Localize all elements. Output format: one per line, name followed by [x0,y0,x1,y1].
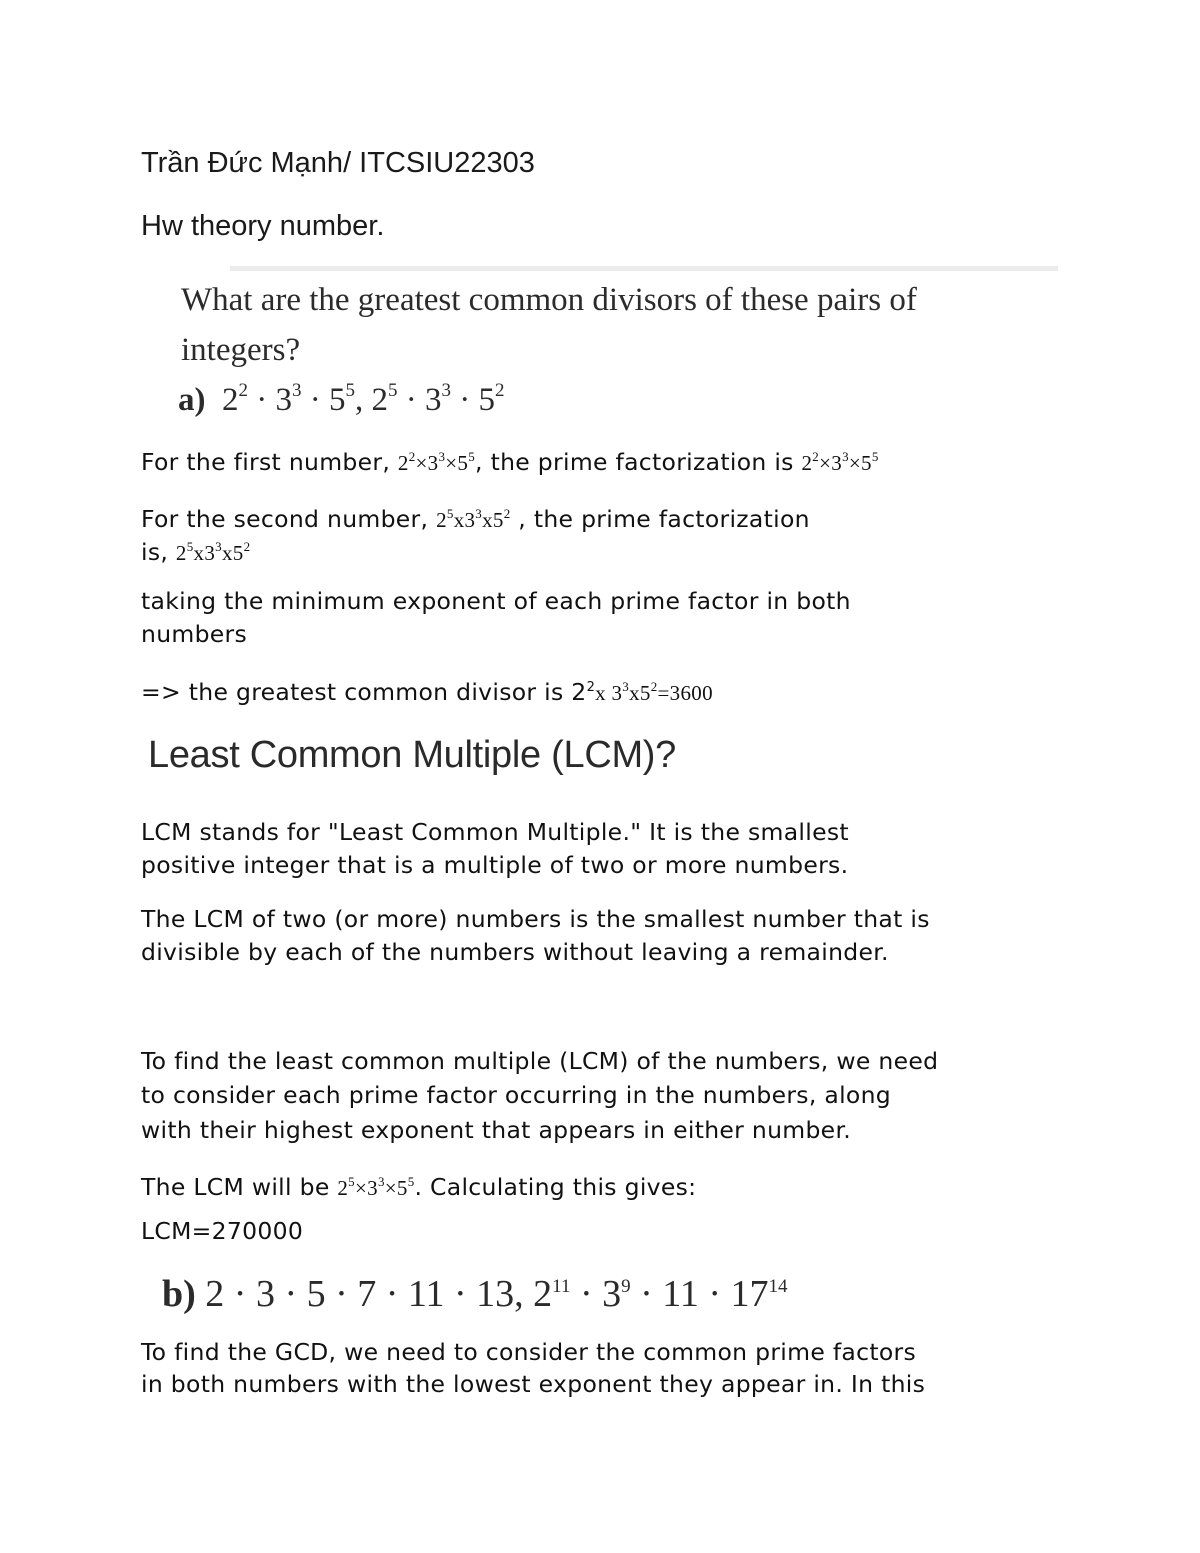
lcm-def-line2: positive integer that is a multiple of two or more numbers. [141,851,849,879]
question-b-label: b) [162,1273,196,1315]
question-a-pair [178,380,505,419]
second-number-prefix: For the second number, [141,505,437,533]
gcd-result-value: =3600 [657,681,713,705]
question-a-label: a) [178,382,206,418]
lcm-will-suffix: . Calculating this gives: [414,1173,697,1201]
gcd-b-line1: To find the GCD, we need to consider the common prime factors [141,1338,917,1366]
homework-title: Hw theory number. [141,210,385,242]
lcm-will-expr: $2^5\times 3^3\times 5^5$ [337,1174,415,1200]
question-b-expression: 2 · 3 · 5 · 7 · 11 · 13, $2^{11} \cdot 3^9 \cdot 11 \cdot 17^{14}$ [205,1273,788,1315]
lcm-will-prefix: The LCM will be [141,1173,338,1201]
first-number-line [141,440,879,480]
lcm-result: LCM=270000 [141,1217,304,1245]
second-number-line-2 [141,530,250,570]
lcm-def2-line1: The LCM of two (or more) numbers is the smallest number that is [141,905,930,933]
gcd-b-line2: in both numbers with the lowest exponent they appear in. In this [141,1370,926,1398]
min-exponent-line1: taking the minimum exponent of each prime factor in both [141,587,851,615]
lcm-def-line1: LCM stands for "Least Common Multiple." It is the smallest [141,818,849,846]
lcm-find-line3: with their highest exponent that appears in either number. [141,1116,852,1144]
lcm-will-line [141,1165,696,1205]
second-number-factorization: $2^5x3^3x5^2$ [175,539,251,565]
first-number-mid: , the prime factorization is [475,448,802,476]
gcd-result-prefix: => the greatest common divisor is 2 [141,678,587,706]
min-exponent-line2: numbers [141,620,248,648]
author-line: Trần Đức Mạnh/ ITCSIU22303 [141,147,535,179]
first-number-expr: $2^2\times 3^3\times 5^5$ [397,449,476,475]
first-number-factorization: $2^2\times 3^3\times 5^5$ [801,449,879,475]
lcm-def2-line2: divisible by each of the numbers without leaving a remainder. [141,938,889,966]
question-a-line1: What are the greatest common divisors of these pairs of [181,282,917,318]
second-number-expr: $2^5x3^3x5^2$ [436,506,511,532]
lcm-find-line1: To find the least common multiple (LCM) of the numbers, we need [141,1047,939,1075]
question-a-line2: integers? [181,332,301,368]
lcm-heading: Least Common Multiple (LCM)? [148,734,676,776]
gcd-result-expr: x $3^3x5^2$ [595,679,658,705]
first-number-prefix: For the first number, [141,448,398,476]
clip-top-rule [230,266,1058,271]
question-b-pair [162,1272,788,1316]
second-number-mid: , the prime factorization [510,505,810,533]
lcm-find-line2: to consider each prime factor occurring in the numbers, along [141,1081,892,1109]
second-number-is: is, [141,538,176,566]
gcd-result-line: => the greatest common divisor is $2^2x$ $3^3x5^2=3600$ [141,678,713,706]
question-a-expression: $2^2 \cdot 3^3 \cdot 5^5$, $2^5 \cdot 3^3 \cdot 5^2$ [222,380,505,418]
